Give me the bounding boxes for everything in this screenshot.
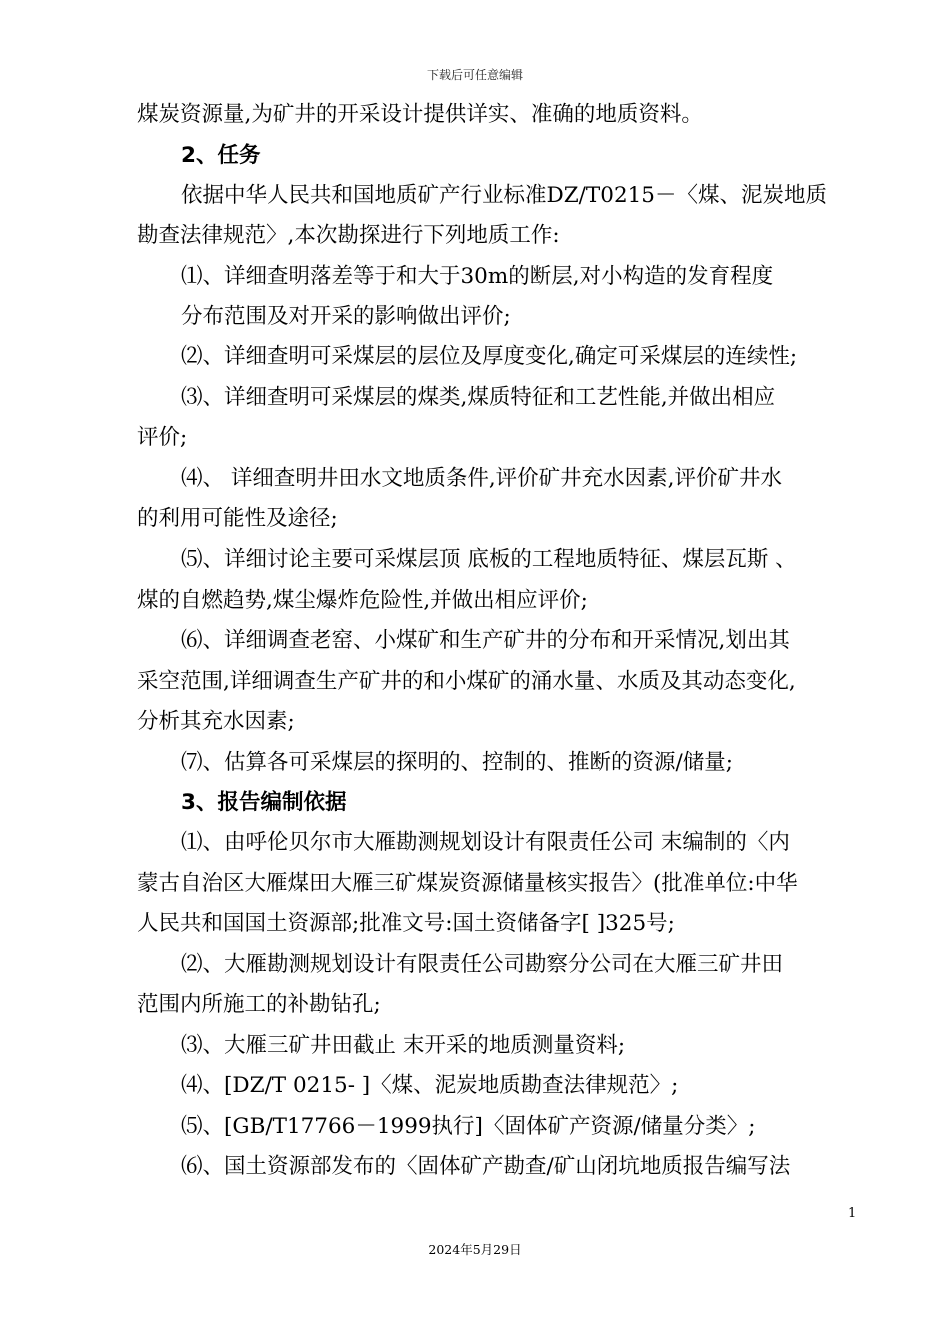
section-heading-basis: 3、报告编制依据 — [181, 790, 347, 815]
body-line: 勘查法律规范〉,本次勘探进行下列地质工作: — [137, 223, 560, 248]
body-line: 依据中华人民共和国地质矿产行业标准DZ/T0215－〈煤、泥炭地质 — [181, 183, 827, 208]
list-item-5: ⑸、[GB/T17766－1999执行]〈固体矿产资源/储量分类〉; — [181, 1114, 756, 1139]
list-item-1: ⑴、由呼伦贝尔市大雁勘测规划设计有限责任公司 末编制的〈内 — [181, 830, 790, 855]
footer-date: 2024年5月29日 — [428, 1242, 522, 1257]
list-item-1: ⑴、详细查明落差等于和大于30m的断层,对小构造的发育程度 — [181, 264, 774, 289]
list-item-7: ⑺、估算各可采煤层的探明的、控制的、推断的资源/储量; — [181, 750, 733, 775]
body-line: 范围内所施工的补勘钻孔; — [137, 992, 381, 1017]
page-number: 1 — [848, 1206, 857, 1221]
body-line: 的利用可能性及途径; — [137, 506, 338, 531]
list-item-3: ⑶、详细查明可采煤层的煤类,煤质特征和工艺性能,并做出相应 — [181, 385, 776, 410]
list-item-6: ⑹、国土资源部发布的〈固体矿产勘查/矿山闭坑地质报告编写法 — [181, 1154, 791, 1179]
body-line: 蒙古自治区大雁煤田大雁三矿煤炭资源储量核实报告〉(批准单位:中华 — [137, 871, 798, 896]
body-line: 煤炭资源量,为矿井的开采设计提供详实、准确的地质资料。 — [137, 102, 703, 127]
list-item-4: ⑷、 详细查明井田水文地质条件,评价矿井充水因素,评价矿井水 — [181, 466, 783, 491]
section-heading-tasks: 2、任务 — [181, 143, 261, 168]
body-line: 分布范围及对开采的影响做出评价; — [181, 304, 511, 329]
page-header: 下载后可任意编辑 — [426, 68, 523, 82]
body-line: 评价; — [137, 425, 188, 450]
body-line: 采空范围,详细调查生产矿井的和小煤矿的涌水量、水质及其动态变化, — [137, 669, 796, 694]
body-line: 煤的自燃趋势,煤尘爆炸危险性,并做出相应评价; — [137, 588, 588, 613]
list-item-2: ⑵、大雁勘测规划设计有限责任公司勘察分公司在大雁三矿井田 — [181, 952, 784, 977]
body-line: 分析其充水因素; — [137, 709, 295, 734]
list-item-3: ⑶、大雁三矿井田截止 末开采的地质测量资料; — [181, 1033, 626, 1058]
list-item-2: ⑵、详细查明可采煤层的层位及厚度变化,确定可采煤层的连续性; — [181, 344, 798, 369]
list-item-4: ⑷、[DZ/T 0215- ]〈煤、泥炭地质勘查法律规范〉; — [181, 1073, 679, 1098]
list-item-5: ⑸、详细讨论主要可采煤层顶 底板的工程地质特征、煤层瓦斯 、 — [181, 547, 797, 572]
list-item-6: ⑹、详细调查老窑、小煤矿和生产矿井的分布和开采情况,划出其 — [181, 628, 790, 653]
body-line: 人民共和国国土资源部;批准文号:国土资储备字[ ]325号; — [137, 911, 675, 936]
